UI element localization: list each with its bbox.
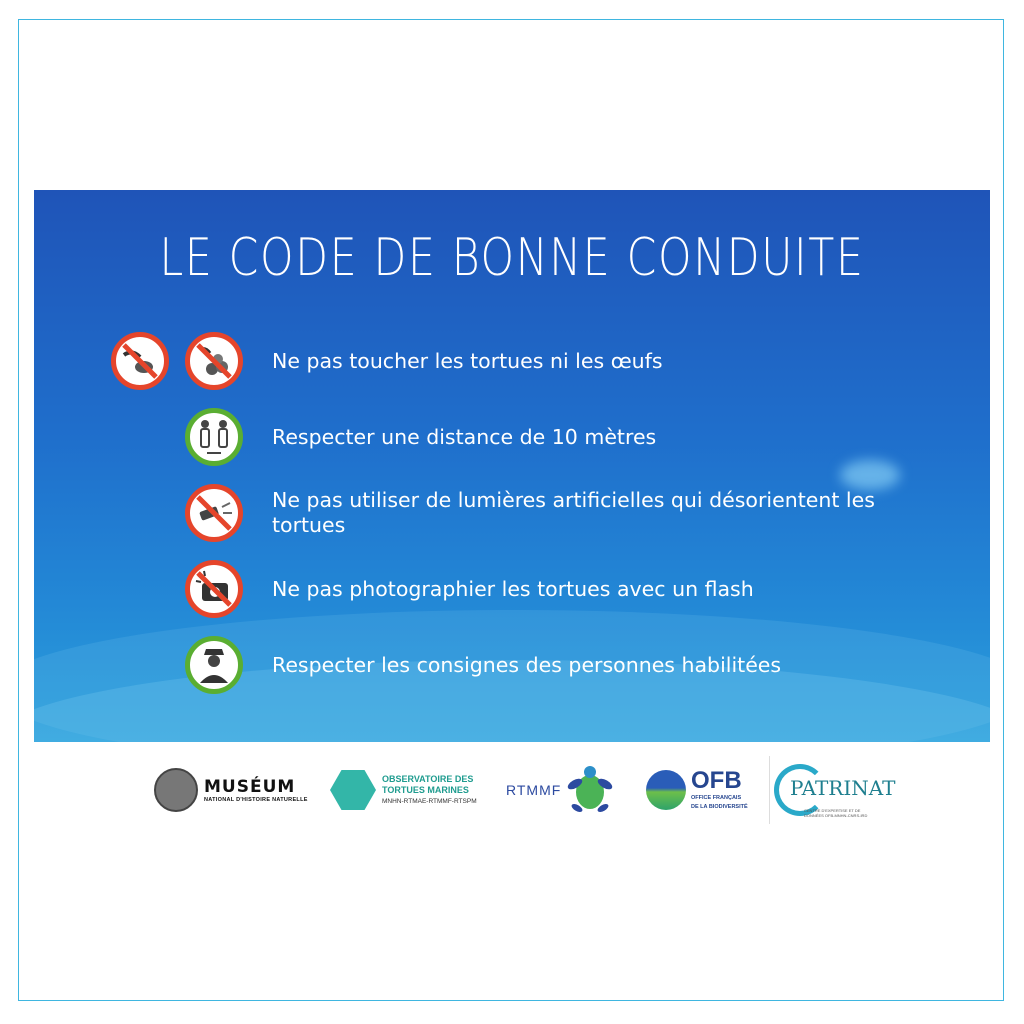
no-touch-eggs-icon bbox=[185, 332, 243, 390]
museum-seal-icon bbox=[154, 768, 198, 812]
observatoire-line1: OBSERVATOIRE DES bbox=[382, 773, 474, 784]
rule-text: Respecter une distance de 10 mètres bbox=[272, 424, 657, 449]
turtle-hexagon-icon bbox=[330, 770, 376, 810]
sea-turtle-icon bbox=[565, 762, 615, 818]
no-touch-turtle-icon bbox=[111, 332, 169, 390]
rule-item bbox=[34, 554, 990, 624]
no-flashlight-icon bbox=[185, 484, 243, 542]
observatoire-line2: TORTUES MARINES bbox=[382, 784, 469, 795]
patrinat-logo bbox=[774, 752, 896, 828]
rule-text: Ne pas toucher les tortues ni les œufs bbox=[272, 348, 663, 373]
officer-icon bbox=[185, 636, 243, 694]
rule-item bbox=[34, 478, 990, 548]
patrinat-name: PATRINAT bbox=[790, 776, 896, 800]
museum-name: MUSÉUM bbox=[204, 777, 296, 797]
rule-text: Respecter les consignes des personnes habilitées bbox=[272, 652, 782, 677]
banner-title: LE CODE DE BONNE CONDUITE bbox=[159, 228, 865, 288]
rule-item bbox=[34, 402, 990, 472]
rule-item bbox=[34, 630, 990, 700]
museum-logo bbox=[154, 752, 308, 828]
ofb-name: OFB bbox=[691, 767, 742, 794]
rule-item bbox=[34, 326, 990, 396]
patrinat-subtitle: CENTRE D'EXPERTISE ET DE DONNÉES OFB-MNHN-CNRS-IRD bbox=[804, 808, 868, 818]
rtmmf-logo bbox=[506, 752, 615, 828]
ofb-globe-icon bbox=[646, 770, 686, 810]
partner-logos bbox=[0, 752, 1024, 828]
ofb-logo bbox=[646, 752, 748, 828]
observatoire-logo bbox=[330, 752, 477, 828]
ofb-line2: DE LA BIODIVERSITÉ bbox=[691, 804, 748, 810]
no-flash-camera-icon bbox=[185, 560, 243, 618]
distance-people-icon bbox=[185, 408, 243, 466]
observatoire-line3: MNHN-RTMAE-RTMMF-RTSPM bbox=[382, 797, 477, 805]
ofb-line1: OFFICE FRANÇAIS bbox=[691, 795, 742, 801]
rtmmf-name: RTMMF bbox=[506, 782, 562, 798]
divider bbox=[769, 756, 770, 824]
rule-text: Ne pas photographier les tortues avec un flash bbox=[272, 576, 754, 601]
code-of-conduct-banner bbox=[34, 190, 990, 742]
museum-subtitle: NATIONAL D'HISTOIRE NATURELLE bbox=[204, 797, 308, 803]
rule-text: Ne pas utiliser de lumières artificielles qui désorientent les tortues bbox=[272, 488, 875, 537]
